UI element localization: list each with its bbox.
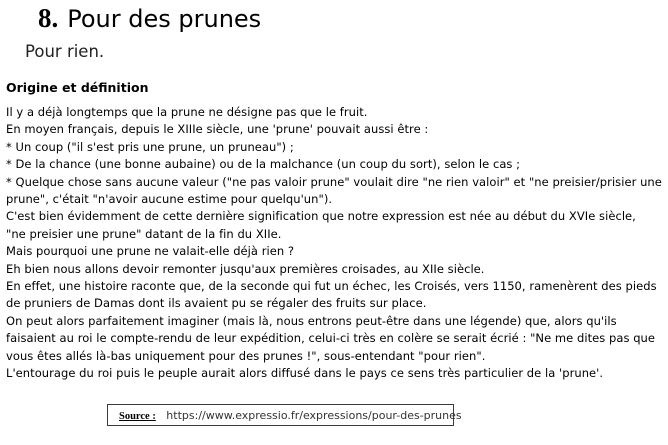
origin-line: * De la chance (une bonne aubaine) ou de la malchance (un coup du sort), selon le cas ; (6, 157, 521, 172)
origin-line: Eh bien nous allons devoir remonter jusqu'aux premières croisades, au XIIe siècle. (6, 261, 485, 276)
origin-line: En effet, une histoire raconte que, de la seconde qui fut un échec, les Croisés, vers 1150, ramenèrent des pieds (6, 279, 657, 294)
expression-number: 8. (38, 3, 59, 33)
expression-meaning: Pour rien. (25, 42, 105, 61)
origin-text (6, 104, 664, 383)
origin-line: "ne preisier une prune" datant de la fin du XIIe. (6, 226, 282, 241)
origin-line: faisaient au roi le compte-rendu de leur expédition, celui-ci très en colère se serait écrié : "Ne me dites pas que (6, 331, 656, 346)
origin-line: * Un coup ("il s'est pris une prune, un pruneau") ; (6, 139, 294, 154)
origin-line: Il y a déjà longtemps que la prune ne désigne pas que le fruit. (6, 105, 368, 119)
origin-line: En moyen français, depuis le XIIIe siècle, une 'prune' pouvait aussi être : (6, 122, 429, 137)
origin-line: L'entourage du roi puis le peuple aurait alors diffusé dans le pays ce sens très particulier de la 'prune'. (6, 366, 604, 381)
origin-line: * Quelque chose sans aucune valeur ("ne pas valoir prune" voulait dire "ne rien valoir" et "ne preisier/prisier une (6, 174, 662, 189)
expression-heading (38, 2, 261, 35)
origin-line: Mais pourquoi une prune ne valait-elle déjà rien ? (6, 244, 295, 259)
origin-line: de pruniers de Damas dont ils avaient pu se régaler des fruits sur place. (6, 296, 427, 311)
origin-line: prune", c'était "n'avoir aucune estime pour quelqu'un"). (6, 192, 333, 207)
origin-heading: Origine et définition (6, 80, 149, 95)
origin-line: C'est bien évidemment de cette dernière signification que notre expression est née au début du XVIe siècle, (6, 209, 636, 224)
source-label: Source : (119, 411, 156, 422)
expression-title: Pour des prunes (67, 5, 262, 33)
source-url[interactable]: https://www.expressio.fr/expressions/pour-des-prunes (166, 409, 462, 422)
source-box (107, 404, 462, 426)
origin-line: vous êtes allés là-bas uniquement pour des prunes !", sous-entendant "pour rien". (6, 348, 486, 363)
origin-line: On peut alors parfaitement imaginer (mais là, nous entrons peut-être dans une légende) que, alors qu'ils (6, 313, 617, 328)
